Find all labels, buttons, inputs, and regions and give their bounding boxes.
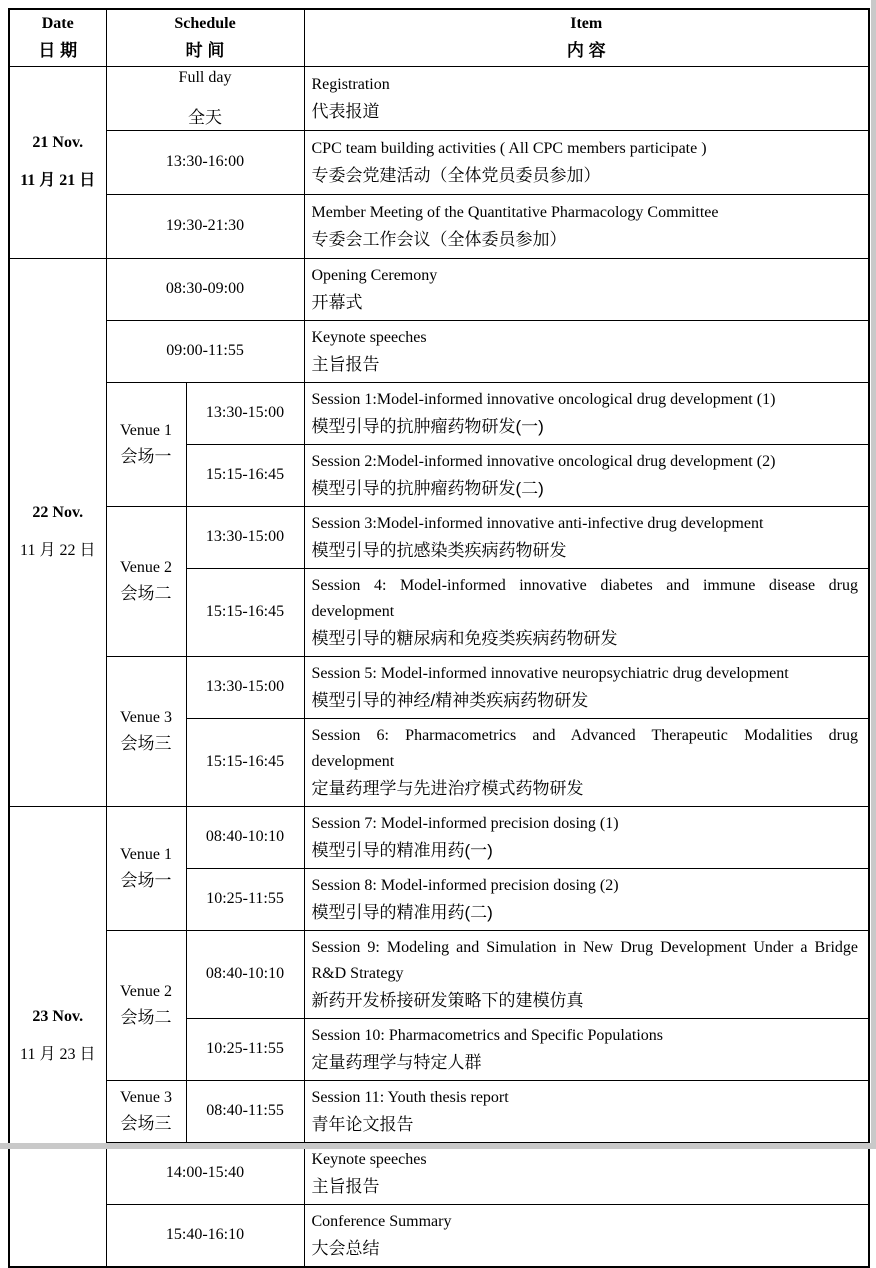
header-item-zh: 内 容 <box>566 41 606 61</box>
item-text-zh: 青年论文报告 <box>311 1114 414 1134</box>
date-zh: 11 月 23 日 <box>20 1046 96 1063</box>
item-text-en: Session 7: Model-informed precision dosing (1) <box>311 814 619 832</box>
table-row <box>9 1204 869 1267</box>
conference-schedule-table <box>8 8 870 1268</box>
venue-cell-1 <box>106 806 186 930</box>
page-edge-right <box>871 0 876 1149</box>
column-header-date <box>9 9 106 66</box>
item-cell <box>304 930 869 1018</box>
item-cell <box>304 656 869 718</box>
item-text-en: Opening Ceremony <box>311 266 438 284</box>
header-schedule-zh: 时 间 <box>185 41 225 61</box>
item-text-en: Session 2:Model-informed innovative oncological drug development (2) <box>311 452 776 470</box>
item-text-en: Session 6: Pharmacometrics and Advanced Therapeutic Modalities drug development <box>311 726 858 770</box>
venue-zh: 会场一 <box>120 871 172 890</box>
item-cell <box>304 506 869 568</box>
item-cell <box>304 1018 869 1080</box>
venue-zh: 会场一 <box>120 447 172 466</box>
item-text-en: Session 1:Model-informed innovative oncological drug development (1) <box>311 390 776 408</box>
item-cell <box>304 718 869 806</box>
item-cell <box>304 806 869 868</box>
time-cell: 19:30-21:30 <box>106 194 304 258</box>
item-text-zh: 定量药理学与特定人群 <box>311 1052 482 1072</box>
date-cell-21-nov <box>9 66 106 258</box>
table-row <box>9 258 869 320</box>
column-header-schedule <box>106 9 304 66</box>
item-text-zh: 模型引导的抗肿瘤药物研发(一) <box>311 416 544 436</box>
venue-en: Venue 2 <box>120 983 172 1000</box>
venue-en: Venue 1 <box>120 846 172 863</box>
venue-zh: 会场三 <box>120 1114 172 1133</box>
time-cell <box>106 66 304 130</box>
time-cell: 08:40-10:10 <box>186 930 304 1018</box>
table-row <box>9 66 869 130</box>
item-text-zh: 新药开发桥接研发策略下的建模仿真 <box>311 990 584 1010</box>
time-cell: 14:00-15:40 <box>106 1142 304 1204</box>
date-zh: 11 月 22 日 <box>20 542 96 559</box>
time-cell: 09:00-11:55 <box>106 320 304 382</box>
item-text-zh: 定量药理学与先进治疗模式药物研发 <box>311 778 584 798</box>
item-text-zh: 模型引导的精准用药(一) <box>311 840 493 860</box>
venue-en: Venue 1 <box>120 422 172 439</box>
item-text-zh: 主旨报告 <box>311 1176 380 1196</box>
item-cell <box>304 130 869 194</box>
item-cell <box>304 868 869 930</box>
date-zh: 11 月 21 日 <box>20 172 96 189</box>
item-cell <box>304 1204 869 1267</box>
table-row <box>9 130 869 194</box>
venue-cell-1 <box>106 382 186 506</box>
date-cell-23-nov <box>9 806 106 1267</box>
item-text-zh: 主旨报告 <box>311 354 380 374</box>
item-text-en: Session 5: Model-informed innovative neuropsychiatric drug development <box>311 664 789 682</box>
header-item-en: Item <box>570 15 603 33</box>
time-cell: 08:40-10:10 <box>186 806 304 868</box>
venue-cell-3 <box>106 1080 186 1142</box>
header-date-zh: 日 期 <box>38 41 78 61</box>
venue-en: Venue 2 <box>120 559 172 576</box>
item-text-zh: 开幕式 <box>311 292 363 312</box>
item-text-en: Session 11: Youth thesis report <box>311 1088 509 1106</box>
time-cell: 13:30-16:00 <box>106 130 304 194</box>
item-cell <box>304 444 869 506</box>
item-text-zh: 模型引导的精准用药(二) <box>311 902 493 922</box>
table-header-row <box>9 9 869 66</box>
table-row <box>9 506 869 568</box>
header-schedule-en: Schedule <box>174 15 236 33</box>
item-text-zh: 模型引导的抗感染类疾病药物研发 <box>311 540 567 560</box>
venue-zh: 会场二 <box>120 584 172 603</box>
time-cell: 13:30-15:00 <box>186 656 304 718</box>
header-date-en: Date <box>41 15 74 33</box>
item-text-zh: 专委会工作会议（全体委员参加） <box>311 229 567 249</box>
column-header-item <box>304 9 869 66</box>
item-cell <box>304 66 869 130</box>
item-text-en: Keynote speeches <box>311 328 427 346</box>
date-en: 21 Nov. <box>32 134 84 151</box>
item-text-en: Session 10: Pharmacometrics and Specific Populations <box>311 1026 663 1044</box>
venue-en: Venue 3 <box>120 709 172 726</box>
venue-zh: 会场二 <box>120 1008 172 1027</box>
table-row <box>9 320 869 382</box>
time-cell: 15:40-16:10 <box>106 1204 304 1267</box>
time-cell: 15:15-16:45 <box>186 718 304 806</box>
venue-cell-2 <box>106 506 186 656</box>
time-cell: 10:25-11:55 <box>186 1018 304 1080</box>
table-row <box>9 1080 869 1142</box>
item-text-en: Registration <box>311 75 390 93</box>
venue-en: Venue 3 <box>120 1089 172 1106</box>
item-cell <box>304 258 869 320</box>
time-cell: 15:15-16:45 <box>186 444 304 506</box>
time-cell: 10:25-11:55 <box>186 868 304 930</box>
time-zh: 全天 <box>188 107 222 127</box>
item-text-en: Session 8: Model-informed precision dosing (2) <box>311 876 619 894</box>
item-text-zh: 代表报道 <box>311 101 380 121</box>
table-row <box>9 194 869 258</box>
date-en: 22 Nov. <box>32 504 84 521</box>
item-text-zh: 模型引导的神经/精神类疾病药物研发 <box>311 690 589 710</box>
table-row <box>9 930 869 1018</box>
time-cell: 08:30-09:00 <box>106 258 304 320</box>
date-en: 23 Nov. <box>32 1008 84 1025</box>
time-cell: 08:40-11:55 <box>186 1080 304 1142</box>
item-text-en: Session 3:Model-informed innovative anti-infective drug development <box>311 514 764 532</box>
date-cell-22-nov <box>9 258 106 806</box>
item-text-en: CPC team building activities ( All CPC members participate ) <box>311 139 707 157</box>
table-row <box>9 382 869 444</box>
time-cell: 13:30-15:00 <box>186 382 304 444</box>
table-row <box>9 806 869 868</box>
item-text-zh: 专委会党建活动（全体党员委员参加） <box>311 165 601 185</box>
item-text-zh: 模型引导的糖尿病和免疫类疾病药物研发 <box>311 628 618 648</box>
page-edge-bottom <box>0 1143 876 1149</box>
venue-zh: 会场三 <box>120 734 172 753</box>
venue-cell-3 <box>106 656 186 806</box>
item-text-en: Session 4: Model-informed innovative diabetes and immune disease drug development <box>311 576 858 620</box>
item-cell <box>304 1080 869 1142</box>
item-cell <box>304 1142 869 1204</box>
item-cell <box>304 194 869 258</box>
item-text-en: Session 9: Modeling and Simulation in New Drug Development Under a Bridge R&D Strategy <box>311 938 858 982</box>
item-text-en: Keynote speeches <box>311 1150 427 1168</box>
time-cell: 15:15-16:45 <box>186 568 304 656</box>
venue-cell-2 <box>106 930 186 1080</box>
item-text-zh: 大会总结 <box>311 1238 380 1258</box>
item-cell <box>304 382 869 444</box>
table-row <box>9 656 869 718</box>
item-cell <box>304 320 869 382</box>
table-row <box>9 1142 869 1204</box>
item-cell <box>304 568 869 656</box>
item-text-en: Member Meeting of the Quantitative Pharmacology Committee <box>311 203 719 221</box>
item-text-en: Conference Summary <box>311 1212 452 1230</box>
time-en: Full day <box>178 68 232 86</box>
time-cell: 13:30-15:00 <box>186 506 304 568</box>
item-text-zh: 模型引导的抗肿瘤药物研发(二) <box>311 478 544 498</box>
